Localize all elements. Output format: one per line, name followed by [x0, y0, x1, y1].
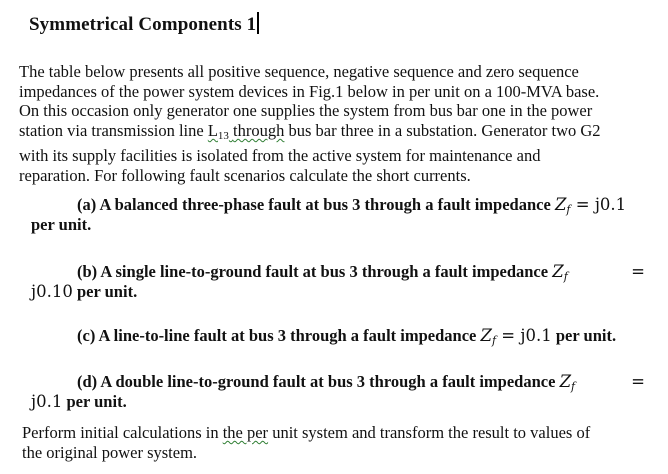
question-c-equals: = — [496, 326, 521, 345]
question-d-text-group — [77, 372, 575, 392]
question-a-equals: = — [570, 195, 595, 214]
line-subscript: 13 — [217, 129, 229, 142]
question-a-line-1 — [31, 195, 645, 215]
intro-line-1: The table below presents all positive sequence, negative sequence and zero sequence — [19, 62, 579, 81]
question-d-line-2 — [31, 392, 645, 412]
intro-line-5: with its supply facilities is isolated from the active system for maintenance and — [19, 146, 541, 166]
question-b-text-group — [77, 262, 568, 282]
question-b-unit: per unit. — [72, 282, 138, 301]
question-a — [31, 195, 645, 235]
outro-paragraph — [22, 423, 662, 462]
question-b-line-2 — [31, 282, 645, 302]
question-a-text: (a) A balanced three-phase fault at bus 3 through a fault impedance — [77, 195, 555, 214]
question-c — [31, 326, 645, 346]
page-title — [29, 12, 259, 36]
question-a-impedance-var: $Z_f$ — [554, 195, 571, 216]
question-c-text: (c) A line-to-line fault at bus 3 through a fault impedance — [77, 326, 481, 345]
line-l13-reference — [208, 121, 285, 140]
intro-line-6: reparation. For following fault scenarios calculate the short currents. — [19, 165, 471, 185]
intro-line-4-rest: bus bar three in a substation. Generator two G2 — [284, 120, 601, 140]
page-title-text: Symmetrical Components 1 — [29, 14, 257, 35]
outro-line-1 — [22, 423, 662, 443]
question-b-equals: = — [631, 262, 645, 281]
question-b-text: (b) A single line-to-ground fault at bus 3 through a fault impedance — [77, 262, 553, 281]
question-b-value: j0.10 — [31, 282, 73, 301]
question-d-impedance-var: $Z_f$ — [559, 372, 576, 393]
question-c-unit: per unit. — [551, 326, 617, 345]
question-c-value: j0.1 — [520, 326, 552, 345]
question-d-equals: = — [631, 372, 645, 391]
intro-line-2: impedances of the power system devices in Fig.1 below in per unit on a 100-MVA base. — [19, 81, 600, 101]
question-d-unit: per unit. — [62, 392, 127, 411]
intro-line-4 — [19, 121, 659, 147]
through-word: through — [233, 120, 285, 140]
outro-part-2: unit system and transform the result to values of — [268, 423, 591, 442]
question-c-line-1 — [31, 326, 645, 346]
question-d-text: (d) A double line-to-ground fault at bus 3 through a fault impedance — [77, 372, 560, 391]
question-c-impedance-var: $Z_f$ — [480, 326, 497, 347]
text-cursor — [257, 12, 259, 34]
line-letter: L — [207, 120, 218, 140]
intro-paragraph — [19, 62, 659, 186]
question-b-line-1 — [31, 262, 645, 282]
intro-line-4-start: station via transmission line — [19, 120, 208, 140]
outro-part-1: Perform initial calculations in — [22, 423, 223, 442]
question-d — [31, 372, 645, 412]
intro-line-3: On this occasion only generator one supplies the system from bus bar one in the power — [19, 101, 593, 121]
question-b-impedance-var: $Z_f$ — [552, 262, 568, 283]
question-a-value: j0.1 — [594, 195, 627, 214]
question-a-line-2: per unit. — [31, 215, 92, 234]
the-per-phrase: the per — [222, 423, 269, 442]
outro-line-2: the original power system. — [22, 442, 198, 462]
question-b — [31, 262, 645, 302]
question-d-value: j0.1 — [31, 392, 63, 411]
question-d-line-1 — [31, 372, 645, 392]
